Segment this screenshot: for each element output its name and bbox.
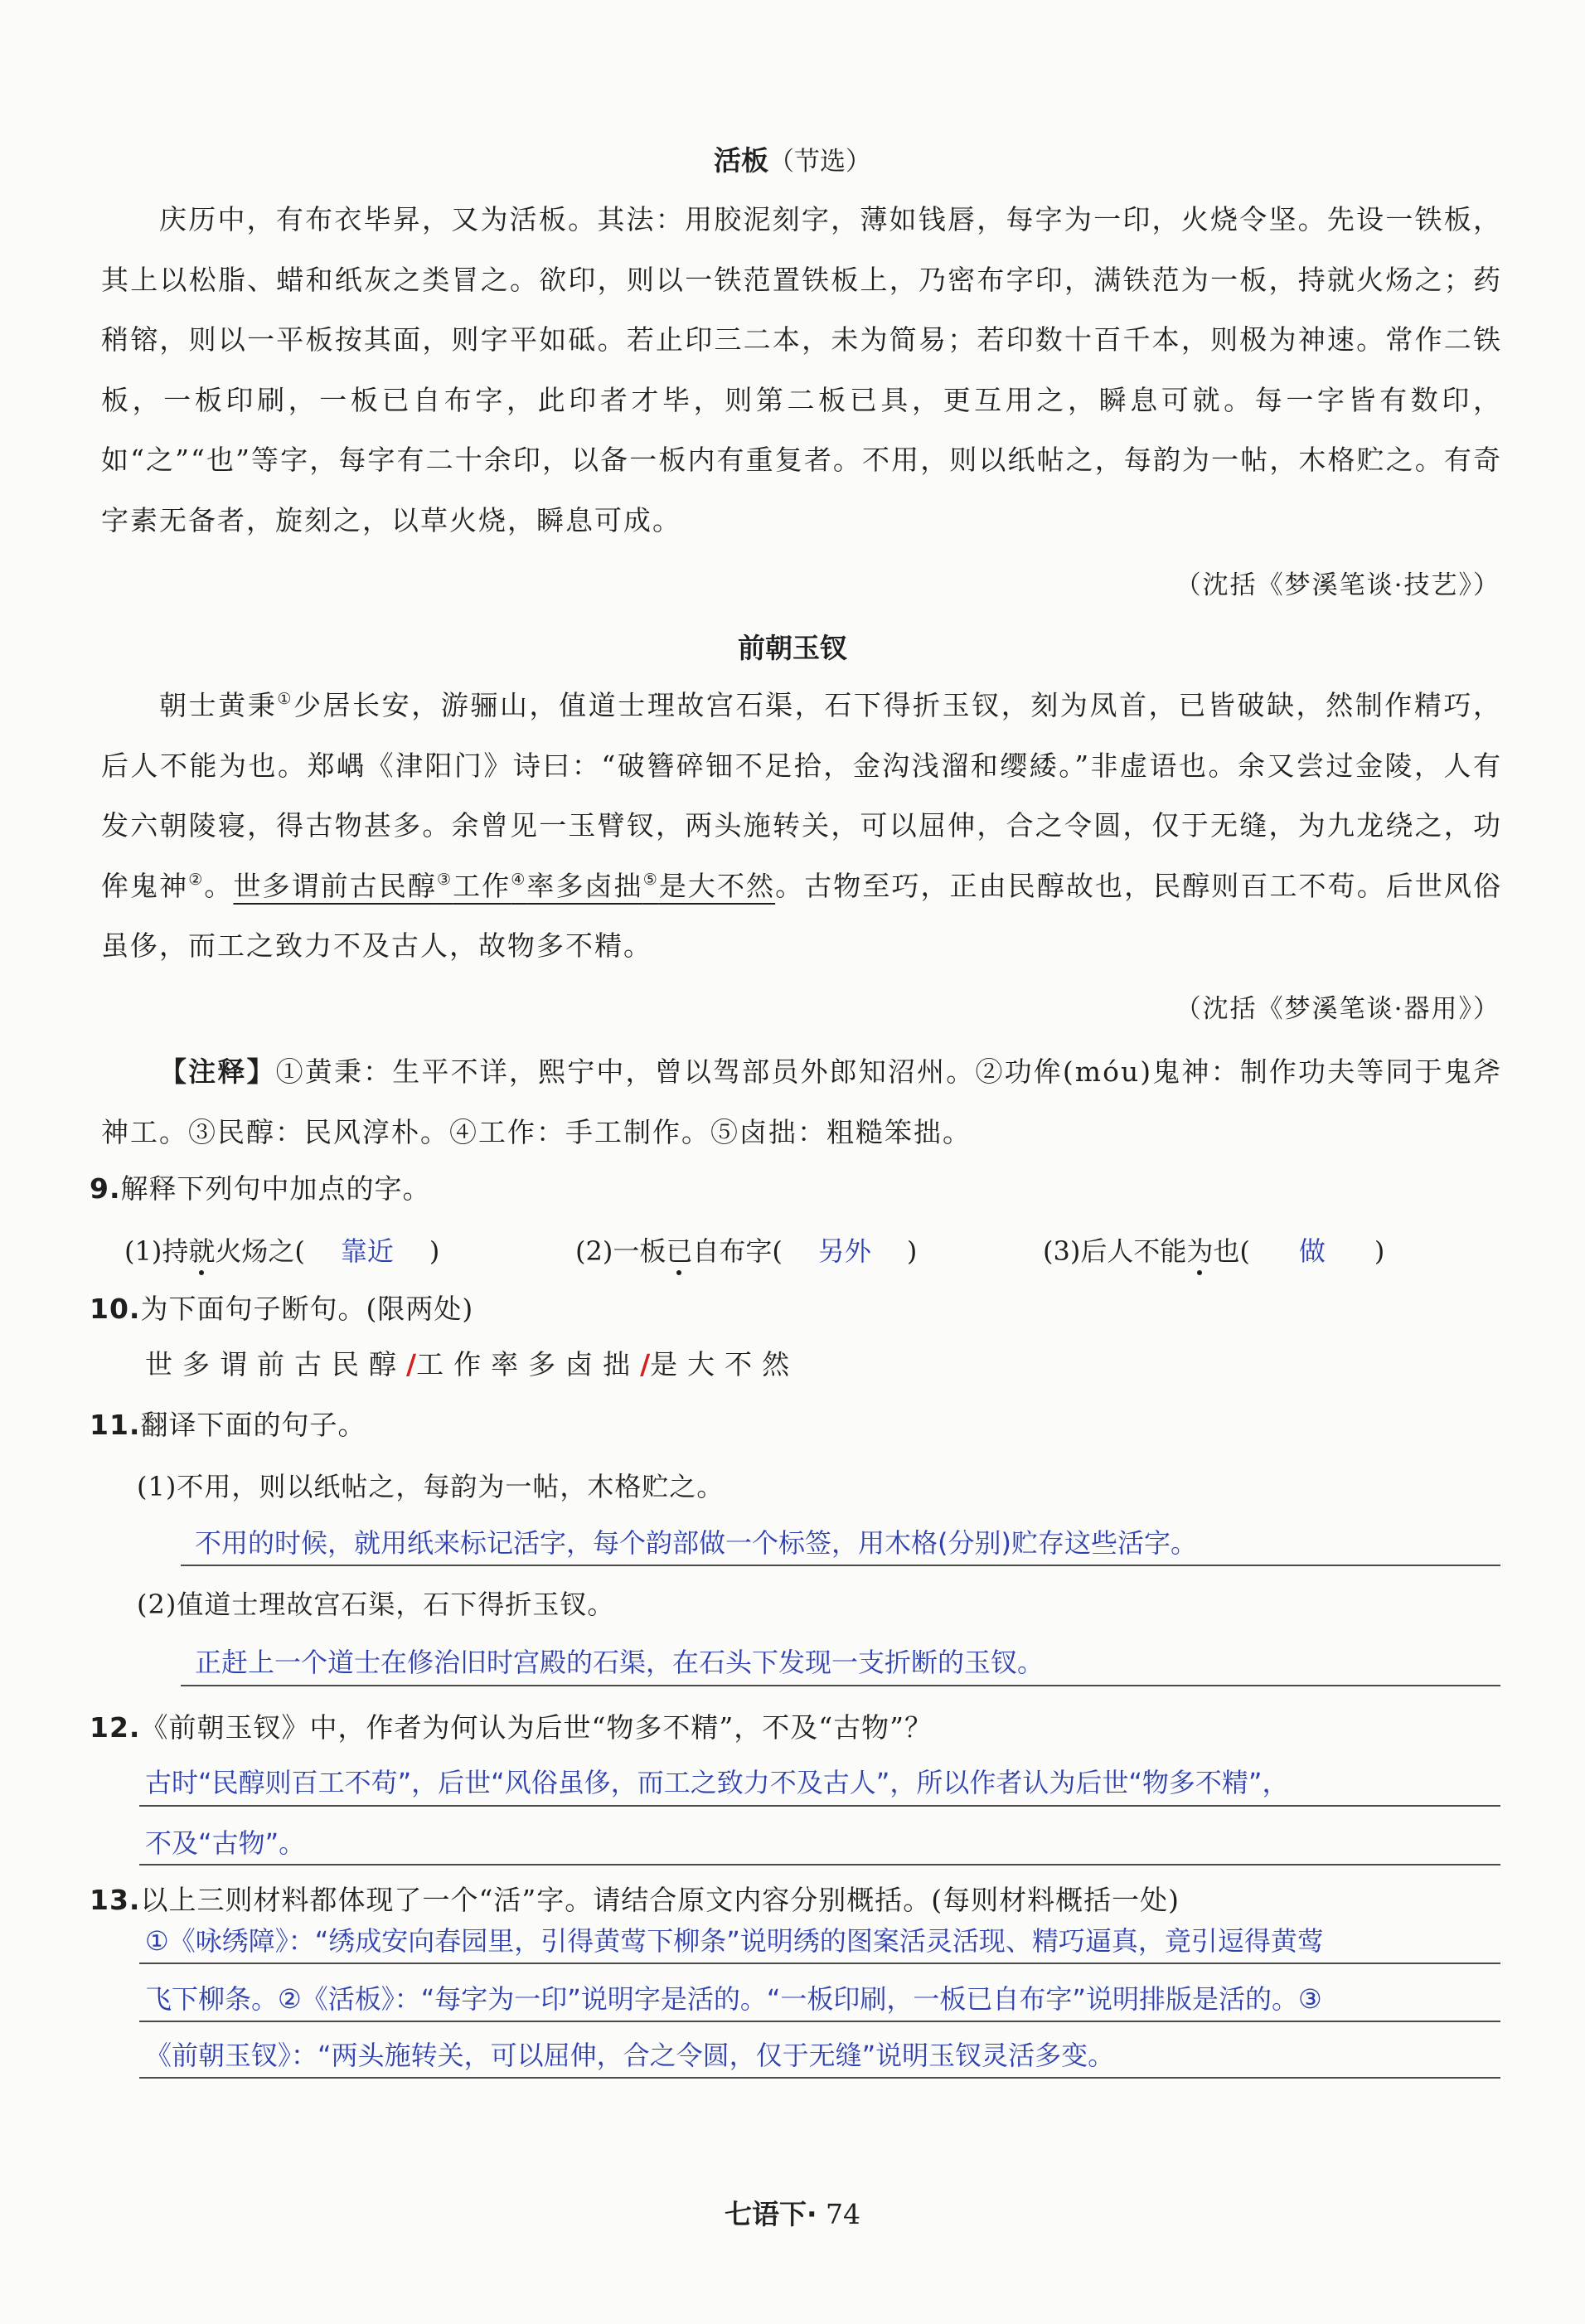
title-text: 活板 <box>714 144 768 177</box>
text-run: ) <box>906 1235 918 1267</box>
title-subtitle: （节选） <box>768 147 871 177</box>
text-run: (1)持 <box>124 1235 189 1267</box>
text-run: 朝士黄秉 <box>159 689 278 721</box>
underlined-sentence <box>233 870 775 902</box>
huoban-passage: 庆历中，有布衣毕昇，又为活板。其法：用胶泥刻字，薄如钱唇，每字为一印，火烧令坚。先设一铁板，其上以松脂、蜡和纸灰之类冒之。欲印，则以一铁范置铁板上，乃密布字印，满铁范为一板，持就火炀之；药稍镕，则以一平板按其面，则字平如砥。若止印三二本，未为简易；若印数十百千本，则极为神速。常作二铁板，一板印刷，一板已自布字，此印者才毕，则第二板已具，更互用之，瞬息可就。每一字皆有数印，如“之”“也”等字，每字有二十余印，以备一板内有重复者。不用，则以纸帖之，每韵为一帖，木格贮之。有奇字素无备者，旋刻之，以草火烧，瞬息可成。 <box>101 203 1502 536</box>
q11-sentence-2: (2)值道士理故宫石渠，石下得折玉钗。 <box>137 1589 615 1620</box>
question-12 <box>90 1706 933 1745</box>
note-mark: ④ <box>511 870 527 889</box>
question-13 <box>90 1879 1180 1918</box>
notes-text: ①黄秉：生平不详，熙宁中，曾以驾部员外郎知沼州。②功侔(móu)鬼神：制作功夫等同于鬼斧神工。③民醇：民风淳朴。④工作：手工制作。⑤卤拙：粗糙笨拙。 <box>101 1055 1502 1148</box>
answer-text: 靠近 <box>340 1235 394 1267</box>
question-prompt: 以上三则材料都体现了一个“活”字。请结合原文内容分别概括。(每则材料概括一处) <box>140 1884 1180 1916</box>
text-run: ) <box>1374 1235 1385 1267</box>
section-title-yuchai <box>0 627 1585 666</box>
note-mark: ① <box>277 690 293 708</box>
notes-label: 【注释】 <box>159 1055 276 1088</box>
answer-rule <box>139 2077 1500 2079</box>
question-prompt: 解释下列句中加点的字。 <box>120 1172 431 1205</box>
text-run: 世多谓前古民醇 <box>145 1348 406 1380</box>
text-run: (3)后人不能 <box>1043 1235 1187 1267</box>
question-number: 9. <box>90 1172 121 1205</box>
yuchai-source: （沈括《梦溪笔谈·器用》） <box>1175 994 1500 1024</box>
text-run: 也( <box>1213 1235 1250 1267</box>
q11-answer-2: 正赶上一个道士在修治旧时宫殿的石渠，在石头下发现一支折断的玉钗。 <box>195 1647 1045 1678</box>
q13-answer-line-3: 《前朝玉钗》：“两头施转关，可以屈伸，合之令圆，仅于无缝”说明玉钗灵活多变。 <box>145 2040 1115 2071</box>
answer-rule <box>139 1963 1500 1964</box>
break-mark-2: / <box>640 1348 651 1380</box>
question-prompt: 为下面句子断句。(限两处) <box>140 1293 474 1325</box>
footer-label: 七语下· <box>724 2198 817 2230</box>
text-run: 世多谓前古民醇 <box>233 869 437 902</box>
text-run: 是大不然 <box>658 869 776 902</box>
question-number: 12. <box>90 1711 141 1744</box>
question-prompt: 翻译下面的句子。 <box>140 1409 366 1441</box>
section-title-huoban <box>0 139 1585 178</box>
dotted-char: 为 <box>1186 1235 1214 1267</box>
question-number: 10. <box>90 1293 141 1325</box>
q13-answer-line-1: ①《咏绣障》：“绣成安向春园里，引得黄莺下柳条”说明绣的图案活灵活现、精巧逼真，竟引逗得黄莺 <box>145 1925 1324 1957</box>
text-run: (2)一板 <box>575 1235 666 1267</box>
q9-item-3 <box>1043 1230 1384 1269</box>
note-mark: ⑤ <box>642 870 659 889</box>
answer-text: 做 <box>1298 1235 1326 1267</box>
note-mark: ② <box>188 870 205 889</box>
dotted-char: 就 <box>188 1235 216 1267</box>
q11-answer-1: 不用的时候，就用纸来标记活字，每个韵部做一个标签，用木格(分别)贮存这些活字。 <box>195 1527 1197 1559</box>
question-11 <box>90 1404 366 1443</box>
q11-sentence-1: (1)不用，则以纸帖之，每韵为一帖，木格贮之。 <box>137 1471 725 1502</box>
question-number: 13. <box>90 1884 141 1916</box>
question-number: 11. <box>90 1409 141 1441</box>
page-footer <box>0 2193 1585 2232</box>
dotted-char: 已 <box>666 1235 693 1267</box>
text-run: 少居长安，游骊山，值道士理故宫石渠，石下得折玉钗，刻为凤首，已皆破缺，然制作精巧，后人不能为也。郑嵎《津阳门》诗曰：“破簪碎钿不足拾，金沟浅溜和缨緌。”非虚语也。余又尝过金陵，人有发六朝陵寝，得古物甚多。余曾见一玉臂钗，两头施转关，可以屈伸，合之令圆，仅于无缝，为九龙绕之，功侔鬼神 <box>101 689 1503 902</box>
yuchai-passage <box>101 676 1502 977</box>
text-run: 工作率多卤拙 <box>416 1348 641 1380</box>
q9-item-2 <box>575 1230 917 1269</box>
text-run: 是大不然 <box>650 1348 800 1380</box>
text-run: 工作 <box>453 869 511 902</box>
question-prompt: 《前朝玉钗》中，作者为何认为后世“物多不精”，不及“古物”？ <box>140 1711 933 1744</box>
text-run: 自布字( <box>692 1235 783 1267</box>
answer-rule <box>139 2021 1500 2022</box>
text-run: 。 <box>204 869 234 902</box>
answer-rule <box>139 1805 1500 1807</box>
q12-answer-line-2: 不及“古物”。 <box>145 1827 306 1859</box>
question-9 <box>90 1167 431 1206</box>
q12-answer-line-1: 古时“民醇则百工不苟”，后世“风俗虽侈，而工之致力不及古人”，所以作者认为后世“物多不精”， <box>145 1767 1289 1798</box>
title-text: 前朝玉钗 <box>738 632 847 664</box>
answer-rule <box>181 1565 1500 1566</box>
text-run: ) <box>429 1235 440 1267</box>
q13-answer-line-2: 飞下柳条。②《活板》：“每字为一印”说明字是活的。“一板印刷，一板已自布字”说明排版是活的。③ <box>145 1983 1322 2015</box>
question-10 <box>90 1288 473 1327</box>
answer-rule <box>139 1864 1500 1866</box>
note-mark: ③ <box>436 870 453 889</box>
huoban-source: （沈括《梦溪笔谈·技艺》） <box>1175 570 1500 600</box>
text-run: 。古物至巧，正由民醇故也，民醇则百工不苟。后世风俗虽侈，而工之致力不及古人，故物多不精。 <box>101 869 1503 962</box>
q10-sentence <box>145 1343 799 1382</box>
page-number: 74 <box>826 2198 861 2230</box>
q9-item-1 <box>124 1230 439 1269</box>
break-mark-1: / <box>406 1348 417 1380</box>
notes <box>101 1042 1502 1162</box>
answer-rule <box>181 1685 1500 1686</box>
text-run: 率多卤拙 <box>526 869 643 902</box>
text-run: 火炀之( <box>215 1235 305 1267</box>
answer-text: 另外 <box>817 1235 871 1267</box>
